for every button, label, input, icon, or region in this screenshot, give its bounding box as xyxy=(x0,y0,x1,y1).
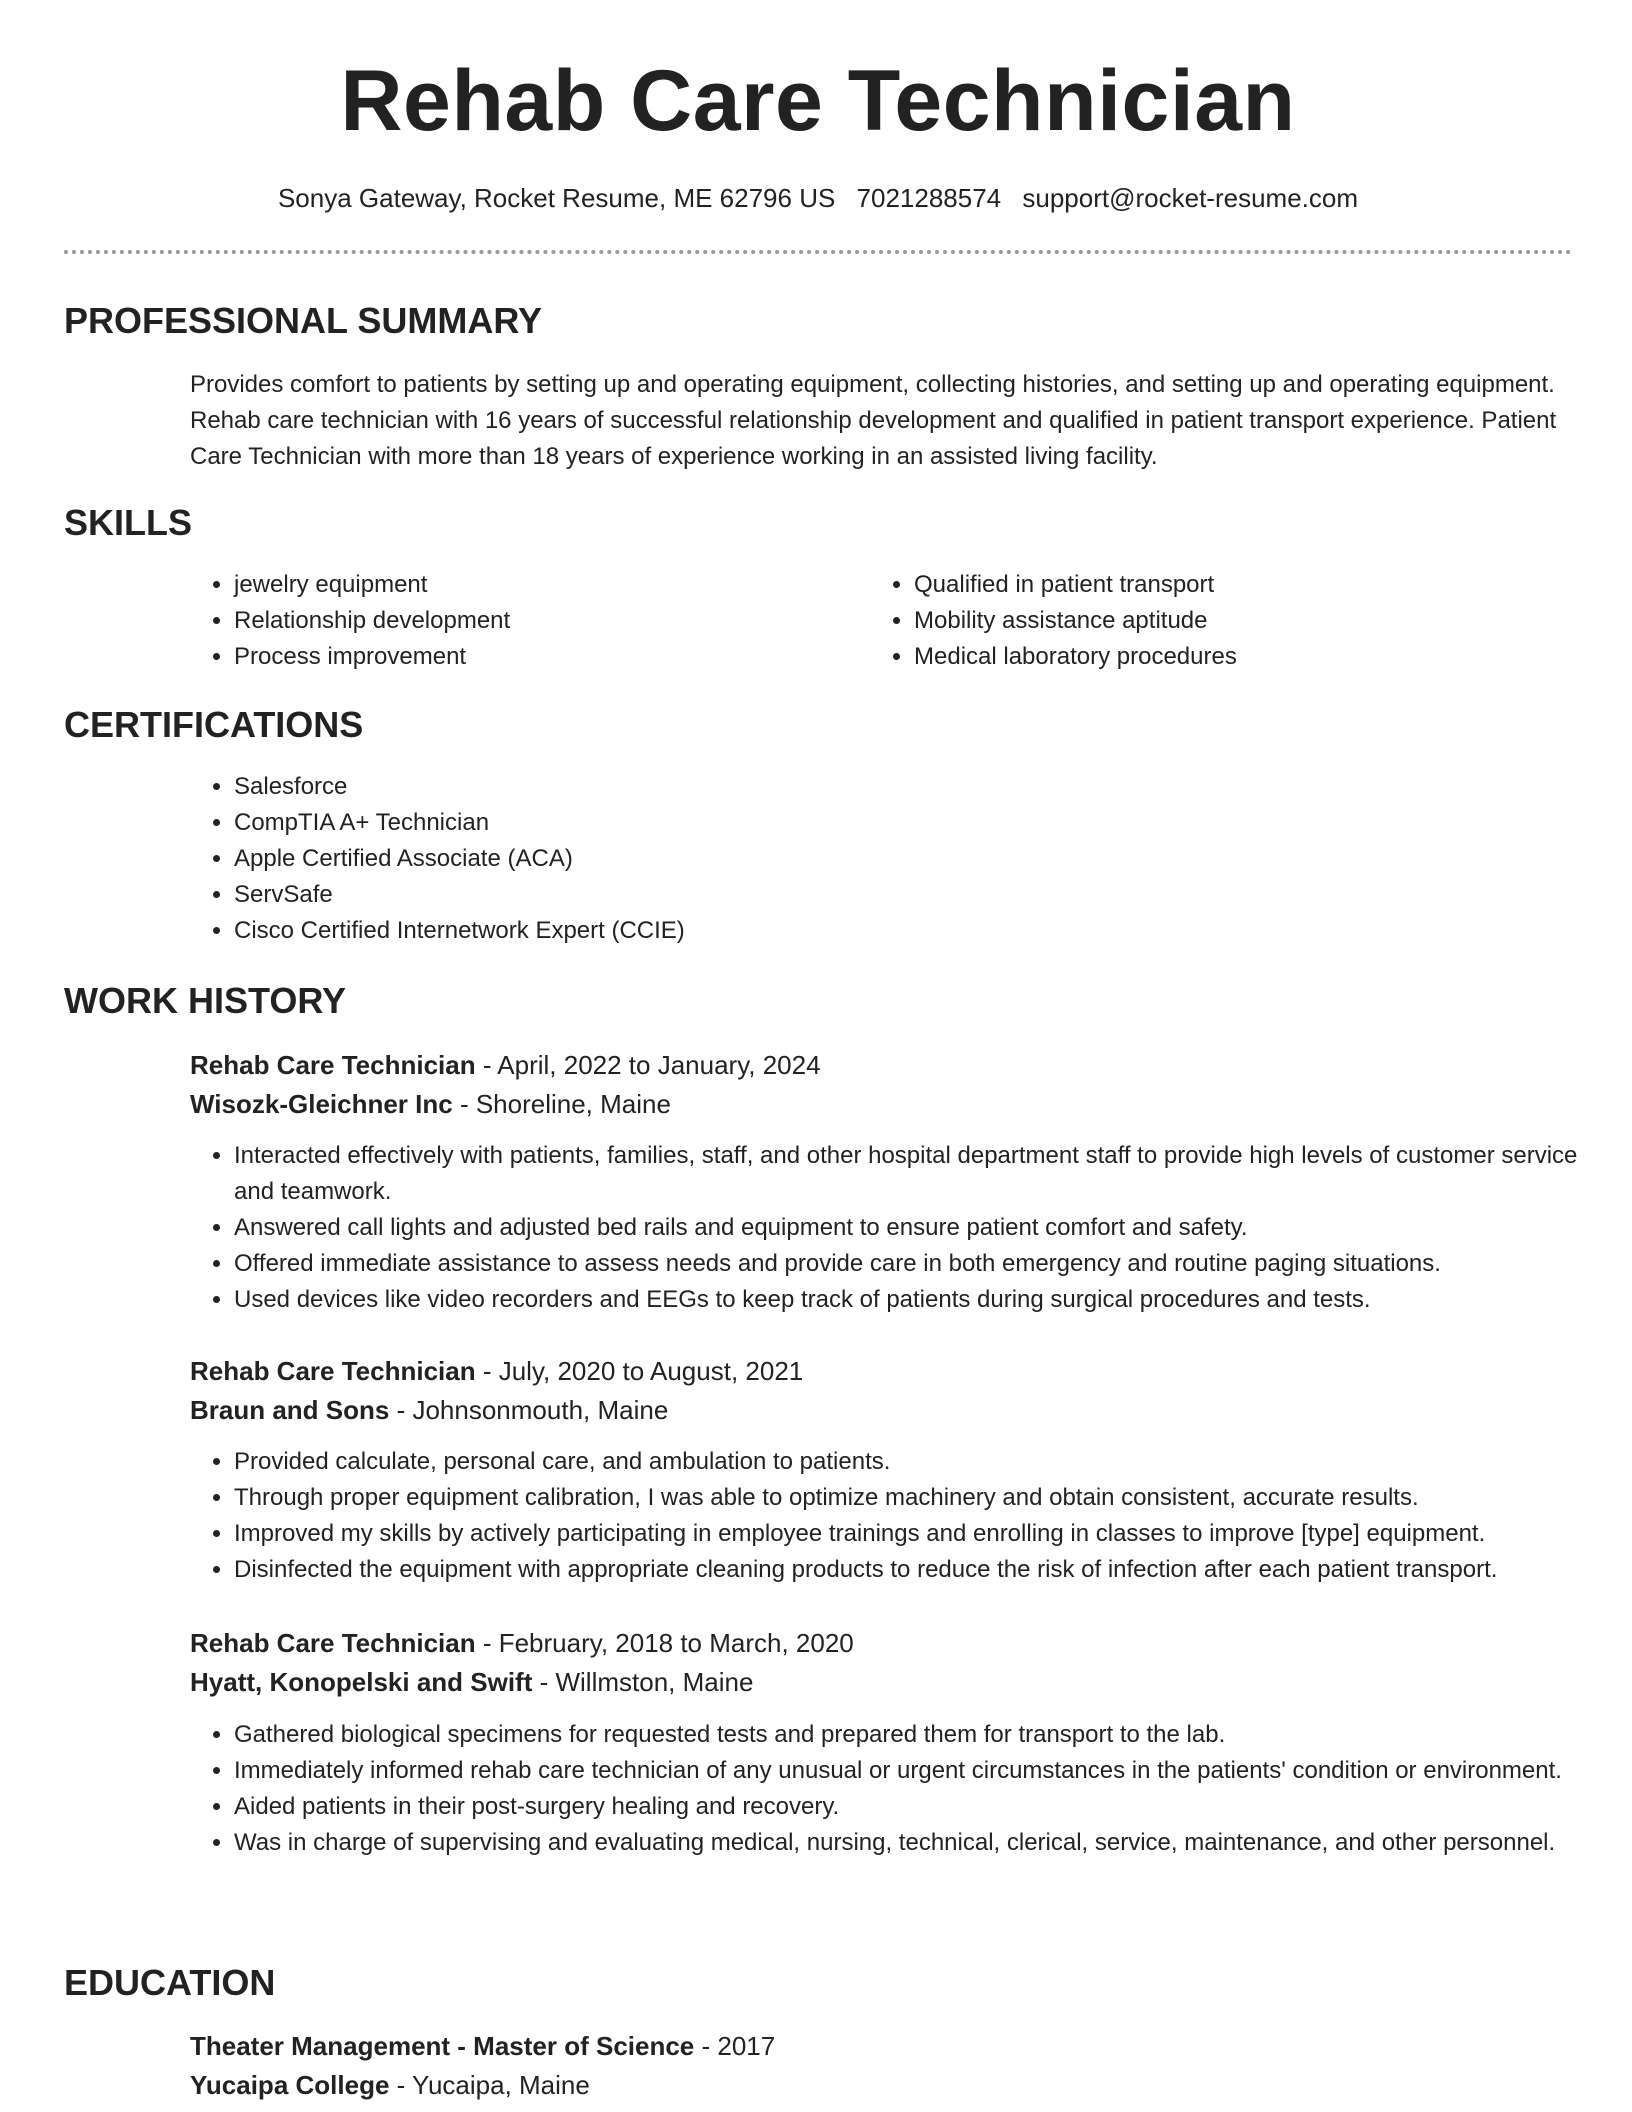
list-item: • Offered immediate assistance to assess needs and provide care in both emergency and routine paging situations. xyxy=(234,1246,1616,1282)
list-item: • Immediately informed rehab care technician of any unusual or urgent circumstances in the patients' condition or environment. xyxy=(234,1753,1616,1789)
job-title-line xyxy=(190,1352,1570,1391)
work-heading: WORK HISTORY xyxy=(64,980,347,1021)
job-title: Rehab Care Technician xyxy=(190,1356,476,1386)
contact-line xyxy=(64,183,1572,214)
school-location: - Yucaipa, Maine xyxy=(389,2070,590,2100)
contact-phone: 7021288574 xyxy=(856,183,1002,213)
job-title-line xyxy=(190,1046,1570,1085)
job-entry xyxy=(190,1046,1570,1124)
education-entry xyxy=(190,2027,1570,2105)
job-entry xyxy=(190,1352,1570,1430)
contact-address: Sonya Gateway, Rocket Resume, ME 62796 US xyxy=(277,183,836,213)
school: Yucaipa College xyxy=(190,2070,390,2100)
list-item: • Answered call lights and adjusted bed rails and equipment to ensure patient comfort and safety. xyxy=(234,1210,1616,1246)
skills-heading: SKILLS xyxy=(64,502,193,543)
school-line xyxy=(190,2066,1570,2105)
job-title: Rehab Care Technician xyxy=(190,1050,476,1080)
education-heading: EDUCATION xyxy=(64,1962,276,2003)
list-item: • Disinfected the equipment with appropriate cleaning products to reduce the risk of infection after each patient transport. xyxy=(234,1552,1616,1588)
job-location: - Shoreline, Maine xyxy=(452,1089,671,1119)
header-divider xyxy=(64,250,1572,254)
certifications-heading: CERTIFICATIONS xyxy=(64,704,364,745)
degree: Theater Management - Master of Science xyxy=(190,2031,695,2061)
job-company-line xyxy=(190,1085,1570,1124)
job-bullets xyxy=(190,1717,1616,1861)
summary-text: Provides comfort to patients by setting up and operating equipment, collecting histories, and setting up and operating equipment. Rehab care technician with 16 years of successful relationship development and qualified in patient transport experience. Patient Care Technician with more than 18 years of experience working in an assisted living facility. xyxy=(190,371,1557,470)
list-item: • Relationship development xyxy=(234,603,874,639)
job-company: Hyatt, Konopelski and Swift xyxy=(190,1667,533,1697)
list-item: • Gathered biological specimens for requested tests and prepared them for transport to the lab. xyxy=(234,1717,1616,1753)
certifications-list xyxy=(190,769,1234,949)
job-bullets xyxy=(190,1444,1616,1588)
list-item: • CompTIA A+ Technician xyxy=(234,805,1234,841)
job-entry xyxy=(190,1624,1570,1702)
list-item: • Cisco Certified Internetwork Expert (CCIE) xyxy=(234,913,1234,949)
skills-list-left xyxy=(190,567,874,675)
list-item: • Was in charge of supervising and evaluating medical, nursing, technical, clerical, service, maintenance, and other personnel. xyxy=(234,1825,1616,1861)
job-company-line xyxy=(190,1663,1570,1702)
list-item: • Apple Certified Associate (ACA) xyxy=(234,841,1234,877)
list-item: • Interacted effectively with patients, families, staff, and other hospital department staff to provide high levels of customer service and teamwork. xyxy=(234,1138,1616,1210)
list-item: • Mobility assistance aptitude xyxy=(914,603,1594,639)
skills-list-right xyxy=(870,567,1594,675)
job-title-line xyxy=(190,1624,1570,1663)
list-item: • Aided patients in their post-surgery healing and recovery. xyxy=(234,1789,1616,1825)
job-dates: - April, 2022 to January, 2024 xyxy=(475,1050,821,1080)
job-dates: - February, 2018 to March, 2020 xyxy=(475,1628,854,1658)
list-item: • Salesforce xyxy=(234,769,1234,805)
summary-heading: PROFESSIONAL SUMMARY xyxy=(64,300,543,341)
degree-line xyxy=(190,2027,1570,2066)
list-item: • jewelry equipment xyxy=(234,567,874,603)
job-dates: - July, 2020 to August, 2021 xyxy=(475,1356,804,1386)
list-item: • Medical laboratory procedures xyxy=(914,639,1594,675)
job-company: Braun and Sons xyxy=(190,1395,390,1425)
resume-title: Rehab Care Technician xyxy=(340,53,1296,149)
job-location: - Willmston, Maine xyxy=(532,1667,754,1697)
list-item: • Used devices like video recorders and EEGs to keep track of patients during surgical procedures and tests. xyxy=(234,1282,1616,1318)
job-company-line xyxy=(190,1391,1570,1430)
job-bullets xyxy=(190,1138,1616,1318)
list-item: • Process improvement xyxy=(234,639,874,675)
degree-year: - 2017 xyxy=(694,2031,776,2061)
job-location: - Johnsonmouth, Maine xyxy=(389,1395,669,1425)
contact-email: support@rocket-resume.com xyxy=(1022,183,1359,213)
list-item: • Through proper equipment calibration, I was able to optimize machinery and obtain consistent, accurate results. xyxy=(234,1480,1616,1516)
job-title: Rehab Care Technician xyxy=(190,1628,476,1658)
list-item: • Provided calculate, personal care, and ambulation to patients. xyxy=(234,1444,1616,1480)
job-company: Wisozk-Gleichner Inc xyxy=(190,1089,453,1119)
list-item: • Improved my skills by actively participating in employee trainings and enrolling in classes to improve [type] equipment. xyxy=(234,1516,1616,1552)
list-item: • ServSafe xyxy=(234,877,1234,913)
list-item: • Qualified in patient transport xyxy=(914,567,1594,603)
